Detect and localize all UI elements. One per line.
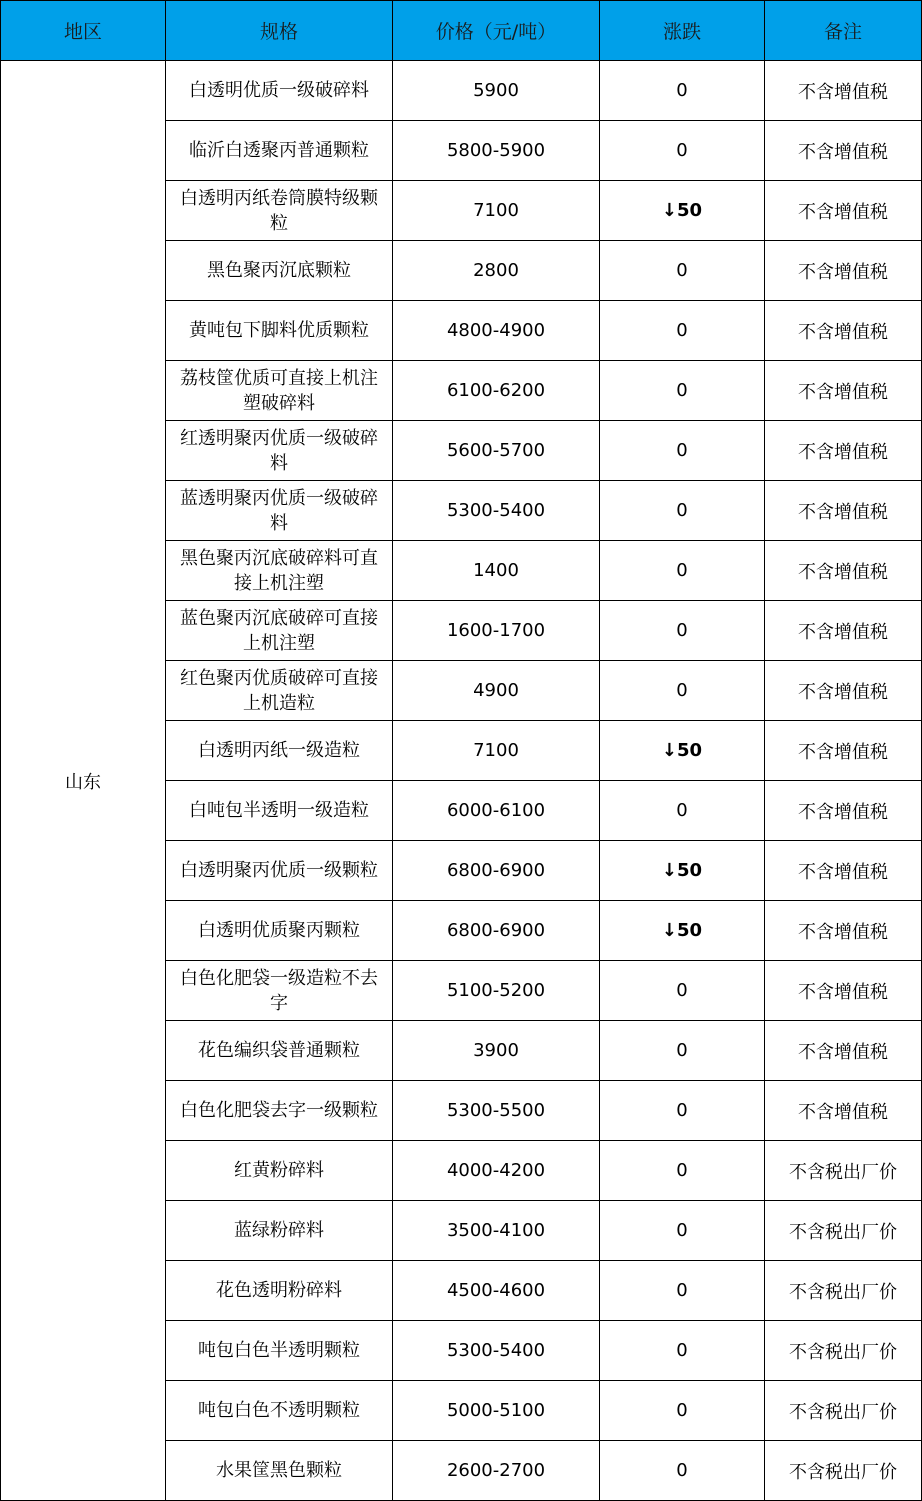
note-cell: 不含增值税 — [765, 421, 922, 481]
spec-cell: 红透明聚丙优质一级破碎料 — [166, 421, 393, 481]
price-cell: 7100 — [393, 721, 600, 781]
note-cell: 不含增值税 — [765, 481, 922, 541]
note-cell: 不含增值税 — [765, 241, 922, 301]
note-cell: 不含增值税 — [765, 361, 922, 421]
price-cell: 2800 — [393, 241, 600, 301]
spec-cell: 蓝绿粉碎料 — [166, 1201, 393, 1261]
spec-cell: 白透明丙纸一级造粒 — [166, 721, 393, 781]
spec-cell: 荔枝筐优质可直接上机注塑破碎料 — [166, 361, 393, 421]
note-cell: 不含增值税 — [765, 61, 922, 121]
change-cell: 0 — [600, 1141, 765, 1201]
header-note: 备注 — [765, 1, 922, 61]
note-cell: 不含税出厂价 — [765, 1381, 922, 1441]
price-cell: 5100-5200 — [393, 961, 600, 1021]
price-cell: 6800-6900 — [393, 841, 600, 901]
spec-cell: 白色化肥袋一级造粒不去字 — [166, 961, 393, 1021]
note-cell: 不含增值税 — [765, 661, 922, 721]
note-cell: 不含增值税 — [765, 541, 922, 601]
price-cell: 3500-4100 — [393, 1201, 600, 1261]
price-cell: 5300-5400 — [393, 481, 600, 541]
price-cell: 5900 — [393, 61, 600, 121]
note-cell: 不含税出厂价 — [765, 1201, 922, 1261]
price-cell: 3900 — [393, 1021, 600, 1081]
price-cell: 5800-5900 — [393, 121, 600, 181]
price-cell: 7100 — [393, 181, 600, 241]
change-cell: ↓50 — [600, 901, 765, 961]
note-cell: 不含增值税 — [765, 901, 922, 961]
change-cell: 0 — [600, 661, 765, 721]
spec-cell: 花色透明粉碎料 — [166, 1261, 393, 1321]
change-cell: 0 — [600, 1261, 765, 1321]
header-change: 涨跌 — [600, 1, 765, 61]
price-cell: 4800-4900 — [393, 301, 600, 361]
spec-cell: 白透明优质一级破碎料 — [166, 61, 393, 121]
spec-cell: 白透明聚丙优质一级颗粒 — [166, 841, 393, 901]
region-cell: 山东 — [1, 61, 166, 1501]
note-cell: 不含增值税 — [765, 961, 922, 1021]
table-body — [1, 61, 922, 1501]
change-cell: 0 — [600, 301, 765, 361]
spec-cell: 蓝色聚丙沉底破碎可直接上机注塑 — [166, 601, 393, 661]
spec-cell: 蓝透明聚丙优质一级破碎料 — [166, 481, 393, 541]
note-cell: 不含增值税 — [765, 1081, 922, 1141]
spec-cell: 吨包白色不透明颗粒 — [166, 1381, 393, 1441]
change-cell: 0 — [600, 1321, 765, 1381]
note-cell: 不含增值税 — [765, 181, 922, 241]
change-cell: 0 — [600, 481, 765, 541]
table-row — [1, 61, 922, 121]
note-cell: 不含税出厂价 — [765, 1261, 922, 1321]
note-cell: 不含税出厂价 — [765, 1441, 922, 1501]
price-cell: 4500-4600 — [393, 1261, 600, 1321]
price-cell: 5300-5400 — [393, 1321, 600, 1381]
change-cell: ↓50 — [600, 181, 765, 241]
change-cell: 0 — [600, 421, 765, 481]
header-spec: 规格 — [166, 1, 393, 61]
price-cell: 2600-2700 — [393, 1441, 600, 1501]
change-cell: 0 — [600, 1081, 765, 1141]
change-cell: 0 — [600, 961, 765, 1021]
note-cell: 不含税出厂价 — [765, 1141, 922, 1201]
change-cell: 0 — [600, 781, 765, 841]
change-cell: 0 — [600, 541, 765, 601]
note-cell: 不含增值税 — [765, 841, 922, 901]
change-cell: ↓50 — [600, 841, 765, 901]
change-cell: 0 — [600, 361, 765, 421]
header-region: 地区 — [1, 1, 166, 61]
change-cell: ↓50 — [600, 721, 765, 781]
price-cell: 6100-6200 — [393, 361, 600, 421]
spec-cell: 水果筐黑色颗粒 — [166, 1441, 393, 1501]
price-cell: 6800-6900 — [393, 901, 600, 961]
spec-cell: 红色聚丙优质破碎可直接上机造粒 — [166, 661, 393, 721]
price-cell: 5000-5100 — [393, 1381, 600, 1441]
note-cell: 不含增值税 — [765, 1021, 922, 1081]
spec-cell: 黑色聚丙沉底颗粒 — [166, 241, 393, 301]
spec-cell: 白透明优质聚丙颗粒 — [166, 901, 393, 961]
price-cell: 5300-5500 — [393, 1081, 600, 1141]
change-cell: 0 — [600, 61, 765, 121]
spec-cell: 临沂白透聚丙普通颗粒 — [166, 121, 393, 181]
spec-cell: 吨包白色半透明颗粒 — [166, 1321, 393, 1381]
note-cell: 不含增值税 — [765, 301, 922, 361]
change-cell: 0 — [600, 241, 765, 301]
change-cell: 0 — [600, 601, 765, 661]
price-cell: 1400 — [393, 541, 600, 601]
price-cell: 1600-1700 — [393, 601, 600, 661]
note-cell: 不含税出厂价 — [765, 1321, 922, 1381]
spec-cell: 白透明丙纸卷筒膜特级颗粒 — [166, 181, 393, 241]
note-cell: 不含增值税 — [765, 601, 922, 661]
note-cell: 不含增值税 — [765, 121, 922, 181]
spec-cell: 白吨包半透明一级造粒 — [166, 781, 393, 841]
change-cell: 0 — [600, 1381, 765, 1441]
header-row — [1, 1, 922, 61]
price-cell: 4000-4200 — [393, 1141, 600, 1201]
spec-cell: 花色编织袋普通颗粒 — [166, 1021, 393, 1081]
price-cell: 6000-6100 — [393, 781, 600, 841]
spec-cell: 黑色聚丙沉底破碎料可直接上机注塑 — [166, 541, 393, 601]
header-price: 价格（元/吨） — [393, 1, 600, 61]
change-cell: 0 — [600, 1201, 765, 1261]
note-cell: 不含增值税 — [765, 721, 922, 781]
spec-cell: 红黄粉碎料 — [166, 1141, 393, 1201]
price-cell: 4900 — [393, 661, 600, 721]
spec-cell: 黄吨包下脚料优质颗粒 — [166, 301, 393, 361]
note-cell: 不含增值税 — [765, 781, 922, 841]
change-cell: 0 — [600, 121, 765, 181]
spec-cell: 白色化肥袋去字一级颗粒 — [166, 1081, 393, 1141]
change-cell: 0 — [600, 1021, 765, 1081]
price-cell: 5600-5700 — [393, 421, 600, 481]
change-cell: 0 — [600, 1441, 765, 1501]
